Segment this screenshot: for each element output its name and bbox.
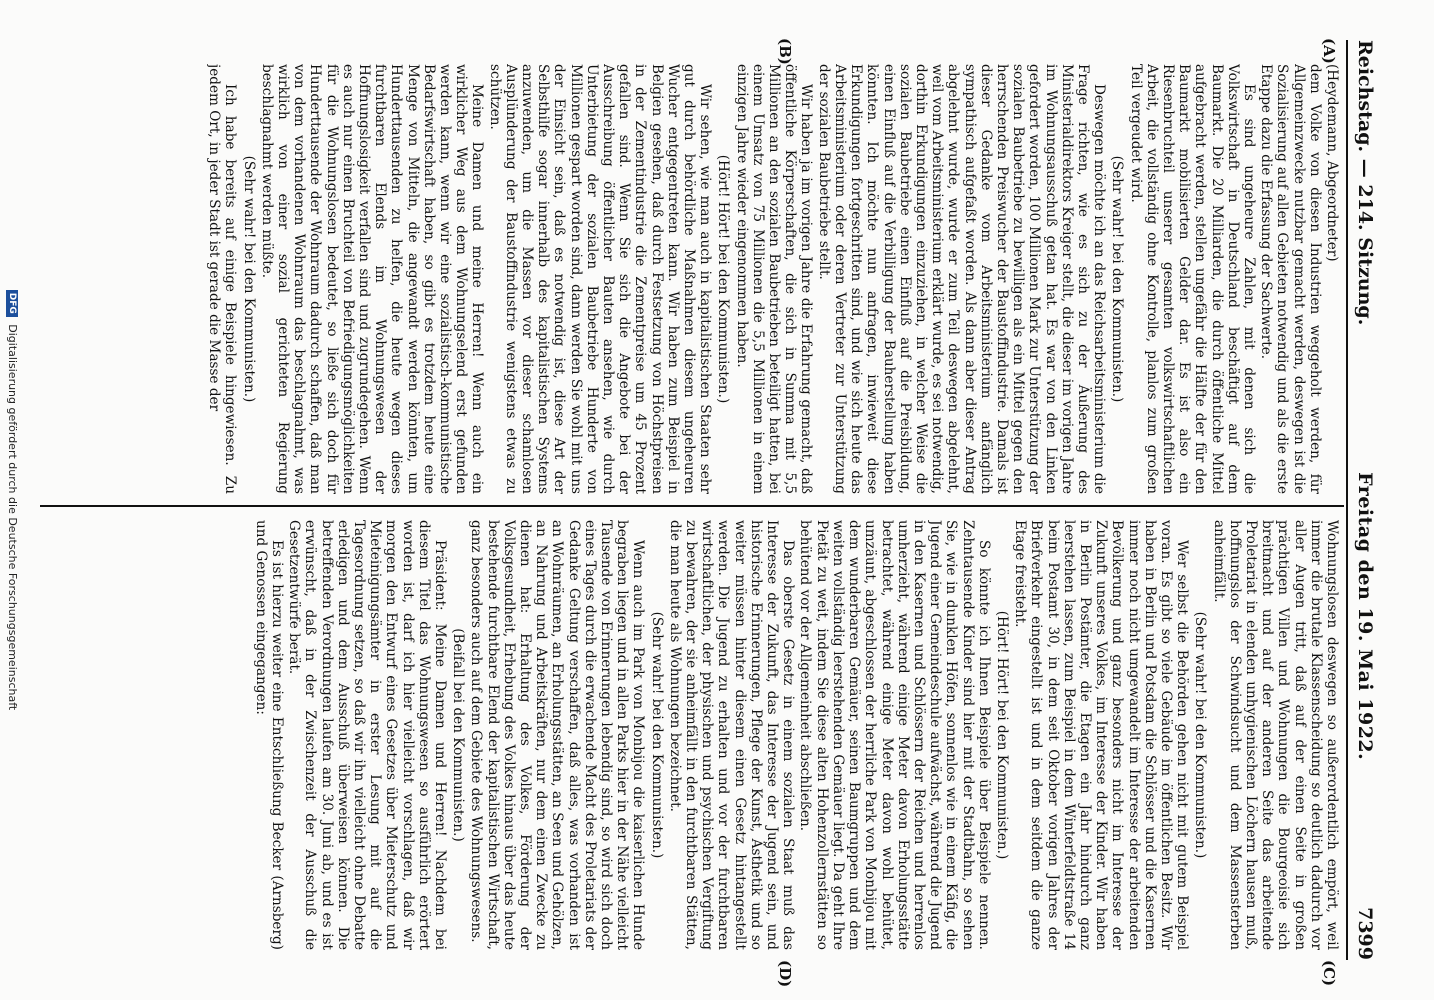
interjection: (Beifall bei den Kommunisten.) bbox=[450, 628, 467, 842]
paragraph: Es sind ungeheure Zahlen, mit denen sich die Volkswirtschaft in Deutschland beschäftigt auf dem Baumarkt. Die 20 Milliarden, die durch öffentliche Mittel aufgebracht werden, stellen ungefähr die Hälfte der für den Baumarkt mobilisierten Gelder dar. Es ist also ein Riesenbruchteil unserer gesamten volkswirtschaftlichen Arbeit, die vollständig ohne Kontrolle, planlos zum großen Teil vergeudet wird. bbox=[1127, 64, 1257, 494]
footer bbox=[6, 0, 19, 1000]
interjection: (Sehr wahr! bei den Kommunisten.) bbox=[1192, 611, 1209, 859]
paragraph: (Heydemann, Abgeordneter) bbox=[1324, 64, 1340, 262]
interjection: (Sehr wahr! bei den Kommunisten.) bbox=[1109, 155, 1126, 403]
paragraph: Präsident: Meine Damen und Herren! Nachdem bei diesem Titel das Wohnungswesen so ausführlich erörtert worden ist, darf ich hier vielleicht vorschlagen, daß wir morgen den Entwurf eines Gesetzes über Mieterschutz und Mieteinigungsämter in erster Lesung mit auf die Tagesordnung setzen, so daß wir ihn vielleicht ohne Debatte erledigen und dem Ausschuß überweisen können. Die betreffenden Verordnungen laufen am 30. Juni ab, und es ist erwünscht, daß in der Zwischenzeit der Ausschuß die Gesetzentwürfe berät. bbox=[286, 520, 449, 950]
header-date: Freitag den 19. Mai 1922. bbox=[1354, 472, 1376, 761]
paragraph: Es ist hierzu weiter eine Entschließung Becker (Arnsberg) und Genossen eingegangen: bbox=[252, 520, 285, 950]
paragraph: Meine Damen und meine Herren! Wenn auch ein wirklicher Weg aus dem Wohnungselend erst gefunden werden kann, wenn wir eine sozialistisch-kommunistische Bedarfswirtschaft haben, so gibt es trotzdem heute eine Menge von Mitteln, die angewandt werden könnten, um Hunderttausenden zu helfen, die heute wegen dieses furchtbaren Elends im Wohnungswesen der Hoffnungslosigkeit verfallen sind und zugrundegehen. Wenn es auch nur einen Bruchteil von Befriedigungsmöglichkeiten für die Wohnungslosen bedeutet, so ließe sich doch für Hunderttausende der Wohnraum dadurch schaffen, daß man von dem vorhandenen Wohnraum das beschlagnahmt, was wirklich von einer sozial gerichteten Regierung beschlagnahmt werden müßte. bbox=[258, 64, 486, 494]
page-header bbox=[1346, 40, 1382, 960]
interjection: (Sehr wahr! bei den Kommunisten.) bbox=[240, 155, 257, 403]
paragraph: Wir haben ja im vorigen Jahre die Erfahrung gemacht, daß öffentliche Körperschaften, die sich in Summa mit 5,5 Millionen an den sozialen Baubetrieben beteiligt hatten, bei einem Umsatz von 75 Millionen die 5,5 Millionen in einem einzigen Jahre wieder eingenommen haben. bbox=[733, 64, 815, 494]
interjection: (Sehr wahr! bei den Kommunisten.) bbox=[648, 611, 665, 859]
footer-text: Digitalisierung gefördert durch die Deutsche Forschungsgemeinschaft bbox=[6, 324, 19, 711]
dfg-logo: DFG bbox=[6, 290, 18, 317]
paragraph: Das oberste Gesetz in einem sozialen Staat muß das Interesse der Zukunft, das Interesse der Jugend sein, und historische Erinnerungen, Pflege der Kunst, Ästhetik und so weiter müssen hinter diesem einen Gesetz hintangestellt werden. Die Jugend zu erhalten und vor der furchtbaren wirtschaftlichen, der physischen und psychischen Vergiftung zu bewahren, der sie anheimfällt in den furchtbaren Stätten, die man heute als Wohnungen bezeichnet. bbox=[666, 520, 797, 950]
margin-marker-d: (D) bbox=[776, 960, 794, 988]
margin-marker-a: (A) bbox=[1320, 38, 1338, 64]
header-session: Reichstag. — 214. Sitzung. bbox=[1354, 40, 1376, 326]
left-column bbox=[20, 64, 1340, 494]
paragraph: dem Volke von diesen Industrien weggeholt werden, für Allgemeinzwecke nutzbar gemacht werden, deswegen ist die Sozialisierung auf allen Gebieten notwendig und als die erste Etappe dazu die Erfassung der Sachwerte. bbox=[1258, 64, 1323, 494]
page-number: 7399 bbox=[1354, 907, 1376, 960]
paragraph: Wohnungslosen deswegen so außerordentlich empört, weil immer die brutale Klassenscheidung so deutlich dadurch vor aller Augen tritt, daß auf der einen Seite in großen prächtigen Villen und Wohnungen die Bourgeoisie sich breitmacht und auf der anderen Seite das arbeitende Proletariat in elenden unhygienischen Löchern hausen muß, hoffnungslos der Schwindsucht und dem Massensterben anheimfällt. bbox=[1210, 520, 1340, 950]
interjection: (Hört! Hört! bei den Kommunisten.) bbox=[715, 154, 732, 404]
margin-marker-c: (C) bbox=[1320, 960, 1338, 987]
paragraph: Deswegen möchte ich an das Reichsarbeitsministerium die Frage richten, wie es sich zu der Äußerung des Ministerialdirektors Kreiger stellt, die dieser im vorigen Jahre im Wohnungsausschuß getan hat. Es war von den Linken gefordert worden, 100 Millionen Mark zur Unterstützung der sozialen Baubetriebe zu bewilligen als ein Mittel gegen den herrschenden Preiswucher der Baustoffindustrie. Damals ist dieser Gedanke vom Arbeitsministerium anfänglich sympathisch aufgefaßt worden. Als dann aber dieser Antrag abgelehnt wurde, wurde er zum Teil deswegen abgelehnt, weil vom Arbeitsministerium erklärt wurde, es sei notwendig, dorthin Erkundigungen einzuziehen, in welcher Weise die sozialen Baubetriebe einen Einfluß auf die Preisbildung, einen Einfluß auf die Verbilligung der Bauherstellung haben könnten. Ich möchte nun anfragen, inwieweit diese Erkundigungen fortgeschritten sind, und wie sich heute das Arbeitsministerium oder deren Vertreter zur Unterstützung der sozialen Baubetriebe stellt. bbox=[815, 64, 1108, 494]
paragraph: Ich habe bereits auf einige Beispiele hingewiesen. Zu jedem Ort, in jeder Stadt ist gerade die Masse der bbox=[206, 64, 239, 494]
interjection: (Hört! Hört! bei den Kommunisten.) bbox=[993, 610, 1010, 860]
right-column bbox=[20, 520, 1340, 950]
margin-marker-b: (B) bbox=[776, 38, 794, 65]
paragraph: Wir sehen, wie man auch in kapitalistischen Staaten sehr gut durch behördliche Maßnahmen diesem ungeheuren Wucher entgegentreten kann. Wir haben zum Beispiel in Belgien gesehen, daß durch Festsetzung von Höchstpreisen in der Zementindustrie die Zementpreise um 45 Prozent gefallen sind. Wenn Sie sich die Angebote bei der Ausschreibung öffentlicher Bauten ansehen, wie durch Unterbietung der sozialen Baubetriebe Hunderte von Millionen gespart worden sind, dann werden Sie wohl mit uns der Einsicht sein, daß es notwendig ist, diese Art der Selbsthilfe sogar innerhalb des kapitalistischen Systems anzuwenden, um die Massen vor dieser schamlosen Ausplünderung der Baustoffindustrie wenigstens etwas zu schützen. bbox=[486, 64, 714, 494]
paragraph: So könnte ich Ihnen Beispiele über Beispiele nennen. Zehntausende Kinder sind hier mit der Stadtbahn, so sehen Sie, wie in dunklen Höfen, sonnenlos wie in einem Käfig, die Jugend einer Gemeindeschule aufwächst, während die Jugend in den Kasernen und Schlössern der Reichen und herrenlos umherzieht, während einige Meter davon Erholungsstätte betrachtet, während einige Meter davon wohl behütet, umzäunt, abgeschlossen der herrliche Park von Monbijou mit dem wunderbaren Gemäuer, seinen Baumgruppen und dem weiten vollständig leerstehenden Gemäuer liegt. Da geht Ihre Pietät zu weit, indem Sie diese alten Hohenzollernstätten so behütend vor der Allgemeinheit abschließen. bbox=[797, 520, 992, 950]
paragraph: Wer selbst die Behörden gehen nicht mit gutem Beispiel voran. Es gibt so viele Gebäude im öffentlichen Besitz. Wir haben in Berlin und Potsdam die Schlösser und die Kasernen immer noch nicht umgewandelt im Interesse der arbeitenden Bevölkerung und ganz besonders nicht im Interesse der Zukunft unseres Volkes, im Interesse der Kinder. Wir haben in Berlin Postämter, die Etagen ein Jahr hindurch ganz leerstehen lassen, zum Beispiel in dem Winterfeldtstraße 14 beim Postamt 30, in dem seit Oktober vorigen Jahres der Briefverkehr eingestellt ist und in dem seitdem die ganze Etage freisteht. bbox=[1012, 520, 1191, 950]
paragraph: Wenn auch im Park von Monbijou die kaiserlichen Hunde begraben liegen und in allen Parks hier in der Nähe vielleicht Tausende von Erinnerungen lebendig sind, so wird sich doch eines Tages durch die erwachende Macht des Proletariats der Gedanke Geltung verschaffen, daß alles, was vorhanden ist an Wohnräumen, an Erholungsstätten, an Seen und Gehölzen, an Nahrung und Arbeitskräften, nur dem einen Zwecke zu dienen hat: Erhaltung des Volkes, Förderung der Volksgesundheit, Erhebung des Volkes hinaus über das heute bestehende furchtbare Elend der kapitalistischen Wirtschaft, ganz besonders auch auf dem Gebiete des Wohnungswesens. bbox=[468, 520, 647, 950]
column-divider bbox=[40, 505, 1344, 507]
